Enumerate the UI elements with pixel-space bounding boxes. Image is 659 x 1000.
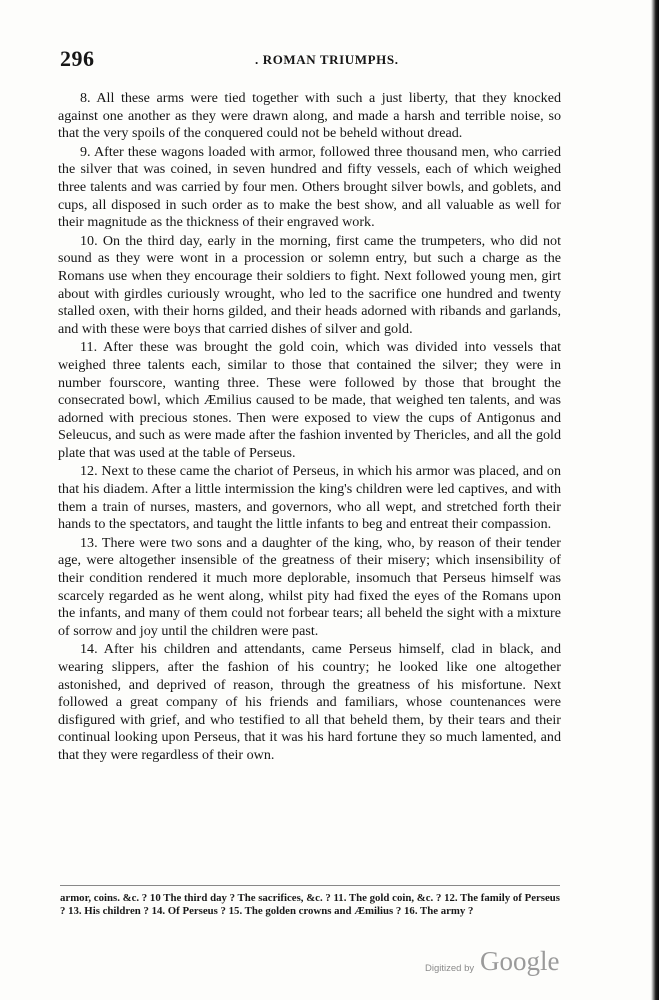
footnote-divider	[60, 885, 560, 886]
body-text	[58, 90, 561, 766]
paragraph-12: 12. Next to these came the chariot of Perseus, in which his armor was placed, and on that his diadem. After a little intermission the king's children were led captives, and with them a train of nurses, masters, and governors, who all wept, and stretched forth their hands to the spectators, and taught the little infants to beg and entreat their compassion.	[58, 463, 561, 533]
paragraph-10: 10. On the third day, early in the morning, first came the trumpeters, who did not sound as they were wont in a procession or solemn entry, but such a charge as the Romans use when they encourage their soldiers to fight. Next followed young men, girt about with girdles curiously wrought, who led to the sacrifice one hundred and twenty stalled oxen, with their horns gilded, and their heads adorned with ribands and garlands, and with these were boys that carried dishes of silver and gold.	[58, 232, 561, 337]
digitization-watermark	[425, 946, 565, 980]
running-head: . ROMAN TRIUMPHS.	[255, 52, 399, 67]
paragraph-11: 11. After these was brought the gold coin, which was divided into vessels that weighed three talents each, similar to those that contained the silver; they were in number fourscore, wanting three. These were followed by those that brought the consecrated bowl, which Æmilius caused to be made, that weighed ten talents, and was adorned with precious stones. Then were exposed to view the cups of Antigonus and Seleucus, and such as were made after the fashion invented by Thericles, and all the gold plate that was used at the table of Perseus.	[58, 339, 561, 461]
google-logo: Google	[480, 946, 560, 976]
page-number: 296	[60, 46, 95, 71]
paragraph-14: 14. After his children and attendants, came Perseus himself, clad in black, and wearing slippers, after the fashion of his country; he looked like one altogether astonished, and deprived of reason, through the greatness of his misfortune. Next followed a great company of his friends and familiars, whose countenances were disfigured with grief, and who testified to all that beheld them, by their tears and their continual looking upon Perseus, that it was his hard fortune they so much lamented, and that they were regardless of their own.	[58, 641, 561, 763]
page-spine-edge	[651, 0, 659, 1000]
watermark-digitized-label: Digitized by	[425, 963, 475, 974]
footnote-questions: armor, coins. &c. ? 10 The third day ? The sacrifices, &c. ? 11. The gold coin, &c. ? 12. The family of Perseus ? 13. His children ? 14. Of Perseus ? 15. The golden crowns and Æmilius ? 16. The army ?	[60, 892, 560, 917]
paragraph-13: 13. There were two sons and a daughter of the king, who, by reason of their tender age, were altogether insensible of the greatness of their misery; which insensibility of their condition rendered it much more deplorable, insomuch that Perseus himself was scarcely regarded as he went along, whilst pity had fixed the eyes of the Romans upon the infants, and many of them could not forbear tears; all beheld the sight with a mixture of sorrow and joy until the children were past.	[58, 534, 561, 639]
page-header	[60, 46, 564, 72]
paragraph-8: 8. All these arms were tied together with such a just liberty, that they knocked against one another as they were drawn along, and made a harsh and terrible noise, so that the very spoils of the conquered could not be beheld without dread.	[58, 90, 561, 142]
paragraph-9: 9. After these wagons loaded with armor, followed three thousand men, who carried the silver that was coined, in seven hundred and fifty vessels, each of which weighed three talents and was carried by four men. Others brought silver bowls, and goblets, and cups, all disposed in such order as to make the best show, and all valuable as well for their magnitude as the thickness of their engraved work.	[58, 143, 561, 231]
